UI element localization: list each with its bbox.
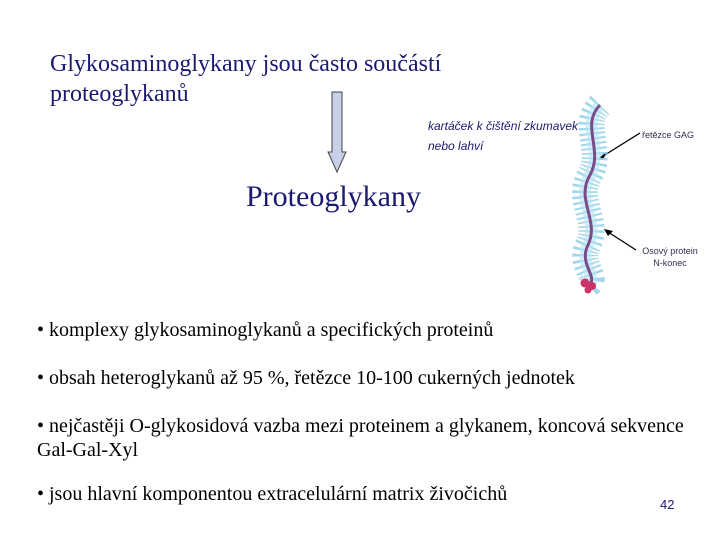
gag-chains-label: řetězce GAG [642, 130, 695, 140]
bullet-item: • jsou hlavní komponentou extracelulární matrix živočichů [37, 483, 508, 505]
bullet-item: • nejčastěji O-glykosidová vazba mezi proteinem a glykanem, koncová sekvence Gal-Gal-Xyl [37, 415, 684, 461]
bullet-item: • komplexy glykosaminoglykanů a specifických proteinů [37, 319, 494, 341]
section-heading: Proteoglykany [246, 180, 421, 213]
slide-title: Glykosaminoglykany jsou často součástí proteoglykanů [50, 51, 442, 107]
bullet-item: • obsah heteroglykanů až 95 %, řetězce 10-100 cukerných jednotek [37, 367, 575, 389]
core-protein-label [635, 245, 705, 269]
core-protein-label-line2: N-konec [653, 258, 687, 268]
page-number: 42 [660, 497, 675, 512]
core-pointer-line [608, 232, 636, 250]
core-protein-label-line1: Osový protein [642, 246, 698, 256]
brush-note: kartáček k čištění zkumavek nebo lahví [428, 119, 579, 153]
down-arrow-icon [328, 92, 346, 172]
